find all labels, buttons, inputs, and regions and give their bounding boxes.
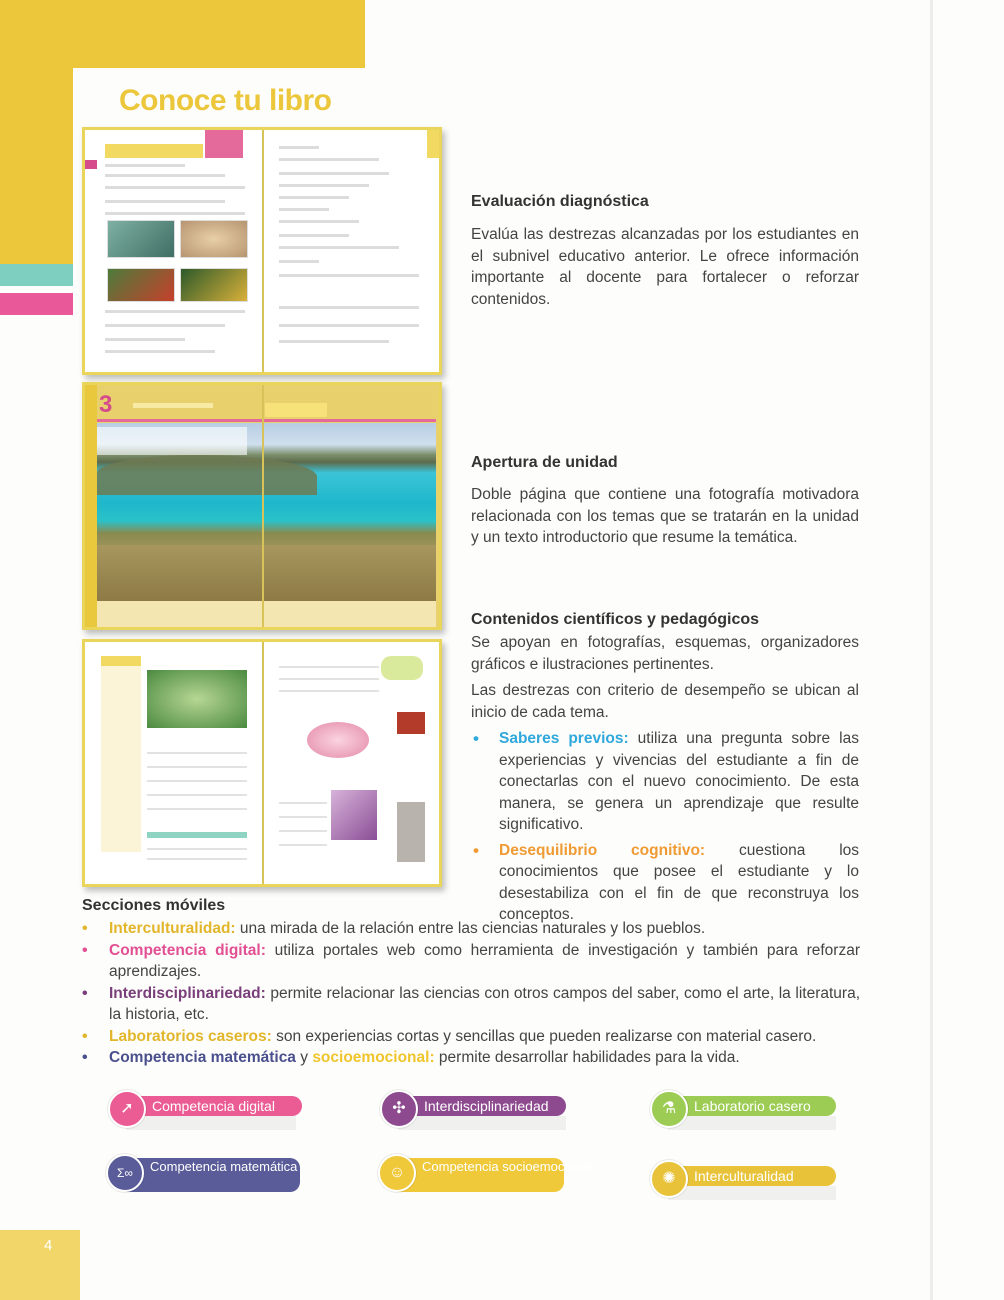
thumb-side-column [101, 656, 141, 852]
thumb-text-line [279, 844, 327, 846]
thumb-unit-number: 3 [99, 391, 113, 418]
list-item [82, 1047, 860, 1069]
thumb-text-line [279, 184, 369, 187]
thumb-text-line [279, 246, 399, 249]
decor-teal-bar [0, 264, 73, 286]
thumbnail-contenidos [82, 639, 442, 887]
thumb-text-line [147, 858, 247, 860]
thumb-text-line [105, 186, 245, 189]
badge-shadow [668, 1116, 836, 1130]
thumb-text-line [279, 690, 379, 692]
thumb-photo-grey [397, 802, 425, 862]
thumb-footer [97, 601, 436, 627]
thumb-pink-rule [97, 419, 436, 422]
thumb-text-line [279, 274, 419, 277]
thumb-text-line [279, 172, 389, 175]
thumb-text-line [279, 146, 319, 149]
section-text-contenidos-2: Las destrezas con criterio de desempeño se ubican al inicio de cada tema. [471, 682, 859, 721]
list-item [471, 728, 859, 836]
thumb-text-line [105, 324, 225, 327]
badge-label: Interdisciplinariedad [398, 1096, 566, 1116]
badge-socioemocional [378, 1154, 592, 1198]
thumb-unit-tag [265, 403, 327, 417]
section-text-contenidos-1: Se apoyan en fotografías, esquemas, organizadores gráficos e ilustraciones pertinentes. [471, 634, 859, 673]
thumb-text-line [105, 212, 245, 215]
bullet-term: Desequilibrio cognitivo: [499, 841, 706, 859]
emotions-icon: ☺ [378, 1154, 416, 1192]
thumb-yellow-mark [427, 130, 439, 158]
bullet-term: Competencia matemática [109, 1049, 296, 1066]
bullet-dot: • [473, 840, 479, 860]
bullet-dot: • [82, 984, 88, 1002]
badge-label: Competencia matemática [124, 1158, 300, 1192]
bullet-term: Interdisciplinariedad: [109, 984, 266, 1002]
thumb-header-pink [205, 130, 243, 144]
thumbnail-apertura-de-unidad [82, 382, 442, 630]
contenidos-bullets [471, 728, 859, 930]
thumb-text-line [279, 260, 319, 263]
thumb-text-line [105, 350, 215, 353]
section-title-evaluacion: Evaluación diagnóstica [471, 193, 649, 210]
thumb-text-line [147, 848, 247, 850]
thumb-text-line [279, 816, 327, 818]
thumb-text-line [279, 678, 379, 680]
thumb-text-line [279, 324, 419, 327]
thumb-fold [262, 385, 264, 627]
bullet-dot: • [82, 1027, 88, 1045]
section-title-apertura: Apertura de unidad [471, 454, 618, 471]
math-icon: Σ∞ [106, 1154, 144, 1192]
thumb-photo-cells [331, 790, 377, 840]
bullet-term: Interculturalidad: [109, 920, 236, 937]
bullet-dot: • [82, 920, 88, 937]
thumb-photo-microorganism [147, 670, 247, 728]
badge-shadow [398, 1116, 566, 1130]
section-title-contenidos: Contenidos científicos y pedagógicos [471, 611, 760, 628]
list-item [82, 940, 860, 983]
thumb-header [105, 144, 203, 158]
page-title: Conoce tu libro [119, 84, 332, 117]
bullet-text: permite relacionar las ciencias con otros campos del saber, como el arte, la literatura, la historia, etc. [109, 984, 860, 1023]
thumb-text-line [147, 752, 247, 754]
badge-shadow [126, 1116, 296, 1130]
decor-yellow-side [0, 68, 73, 264]
thumb-text-line [279, 158, 379, 161]
decor-yellow-band [0, 0, 365, 68]
decor-page-number-box [0, 1230, 80, 1300]
badge-competencia-digital [108, 1090, 298, 1134]
thumb-text-line [105, 338, 185, 341]
bullet-text: cuestiona los conocimientos que posee el estudiante y lo desestabiliza con el fin de que reconstruya los conceptos. [499, 841, 860, 923]
thumb-text-line [279, 196, 349, 199]
decor-pink-bar [0, 293, 73, 315]
thumb-pink-mark [85, 160, 97, 169]
badge-label: Interculturalidad [668, 1166, 836, 1186]
thumb-unit-sidebar [85, 385, 97, 627]
bullet-text: utiliza una pregunta sobre las experiencias y vivencias del estudiante a fin de conectarlas con el nuevo conocimiento. De esta manera, se genera un aprendizaje que resulte significativo. [499, 730, 859, 833]
badge-competencia-matematica [106, 1154, 298, 1198]
bullet-dot: • [473, 729, 479, 748]
thumb-text-line [279, 830, 327, 832]
thumb-text-line [279, 306, 419, 309]
cursor-icon: ➚ [108, 1090, 146, 1128]
thumb-text-line [147, 808, 247, 810]
list-item [471, 840, 859, 926]
bullet-term: Competencia digital: [109, 941, 266, 959]
badge-interculturalidad [650, 1160, 840, 1204]
thumb-text-line [279, 220, 359, 223]
bullet-dot: • [82, 1049, 88, 1066]
puzzle-icon: ✣ [380, 1090, 418, 1128]
badge-label: Competencia socioemocional [396, 1158, 564, 1192]
thumb-unit-title [133, 403, 213, 408]
thumb-photo-algae [107, 220, 175, 258]
thumb-photo-insect [180, 268, 248, 302]
thumb-photo-hill [97, 455, 317, 495]
thumb-text-line [147, 780, 247, 782]
thumb-intro-textbox [97, 427, 247, 455]
bullet-dot: • [82, 941, 88, 959]
page-edge [930, 0, 933, 1300]
thumb-text-line [147, 766, 247, 768]
page-number: 4 [44, 1237, 53, 1254]
thumb-text-line [105, 310, 245, 313]
thumb-green-note [381, 656, 423, 680]
thumb-text-line [105, 164, 185, 167]
people-icon: ✺ [650, 1160, 688, 1198]
thumb-fold [262, 642, 264, 884]
thumb-text-line [105, 200, 225, 203]
bullet-text: utiliza portales web como herramienta de investigación y también para reforzar aprendizajes. [109, 941, 860, 980]
thumb-text-line [279, 208, 329, 211]
bullet-term: socioemocional: [312, 1049, 435, 1066]
bullet-text: permite desarrollar habilidades para la vida. [434, 1049, 740, 1066]
list-item [82, 983, 860, 1026]
thumb-photo-cell [180, 220, 248, 258]
moviles-list [82, 918, 860, 1069]
badge-interdisciplinariedad [380, 1090, 570, 1134]
section-title-moviles: Secciones móviles [82, 897, 226, 914]
thumb-side-header [101, 656, 141, 666]
badge-shadow [668, 1186, 836, 1200]
thumb-text-line [279, 234, 349, 237]
bullet-text: son experiencias cortas y sencillas que pueden realizarse con material casero. [271, 1027, 817, 1045]
list-item [82, 918, 860, 940]
badge-label: Competencia digital [126, 1096, 302, 1116]
thumb-fold [262, 130, 264, 372]
thumb-text-line [279, 340, 389, 343]
section-text-apertura: Doble página que contiene una fotografía motivadora relacionada con los temas que se tratarán en la unidad y un texto introductorio que resume la temática. [471, 486, 859, 546]
section-text-evaluacion: Evalúa las destrezas alcanzadas por los estudiantes en el subnivel educativo anterior. Le ofrece información importante al docente para fortalecer o reforzar contenidos. [471, 226, 859, 308]
thumb-photo-grass [97, 545, 436, 601]
list-item [82, 1026, 860, 1048]
bullet-joiner: y [295, 1049, 313, 1066]
thumbnail-evaluacion-diagnostica [82, 127, 442, 375]
thumb-photo-frog [107, 268, 175, 302]
badge-label: Laboratorio casero [668, 1096, 836, 1116]
flask-icon: ⚗ [650, 1090, 688, 1128]
bullet-term: Saberes previos: [499, 730, 629, 747]
thumb-text-line [279, 666, 379, 668]
thumb-bacteria-diagram [307, 722, 369, 758]
thumb-header-tag [205, 144, 243, 158]
bullet-text: una mirada de la relación entre las ciencias naturales y los pueblos. [235, 920, 706, 937]
thumb-text-line [105, 174, 225, 177]
thumb-text-line [279, 802, 327, 804]
thumb-teal-bar [147, 832, 247, 838]
thumb-photo-red [397, 712, 425, 734]
badge-laboratorio-casero [650, 1090, 840, 1134]
bullet-term: Laboratorios caseros: [109, 1027, 272, 1045]
thumb-text-line [147, 794, 247, 796]
